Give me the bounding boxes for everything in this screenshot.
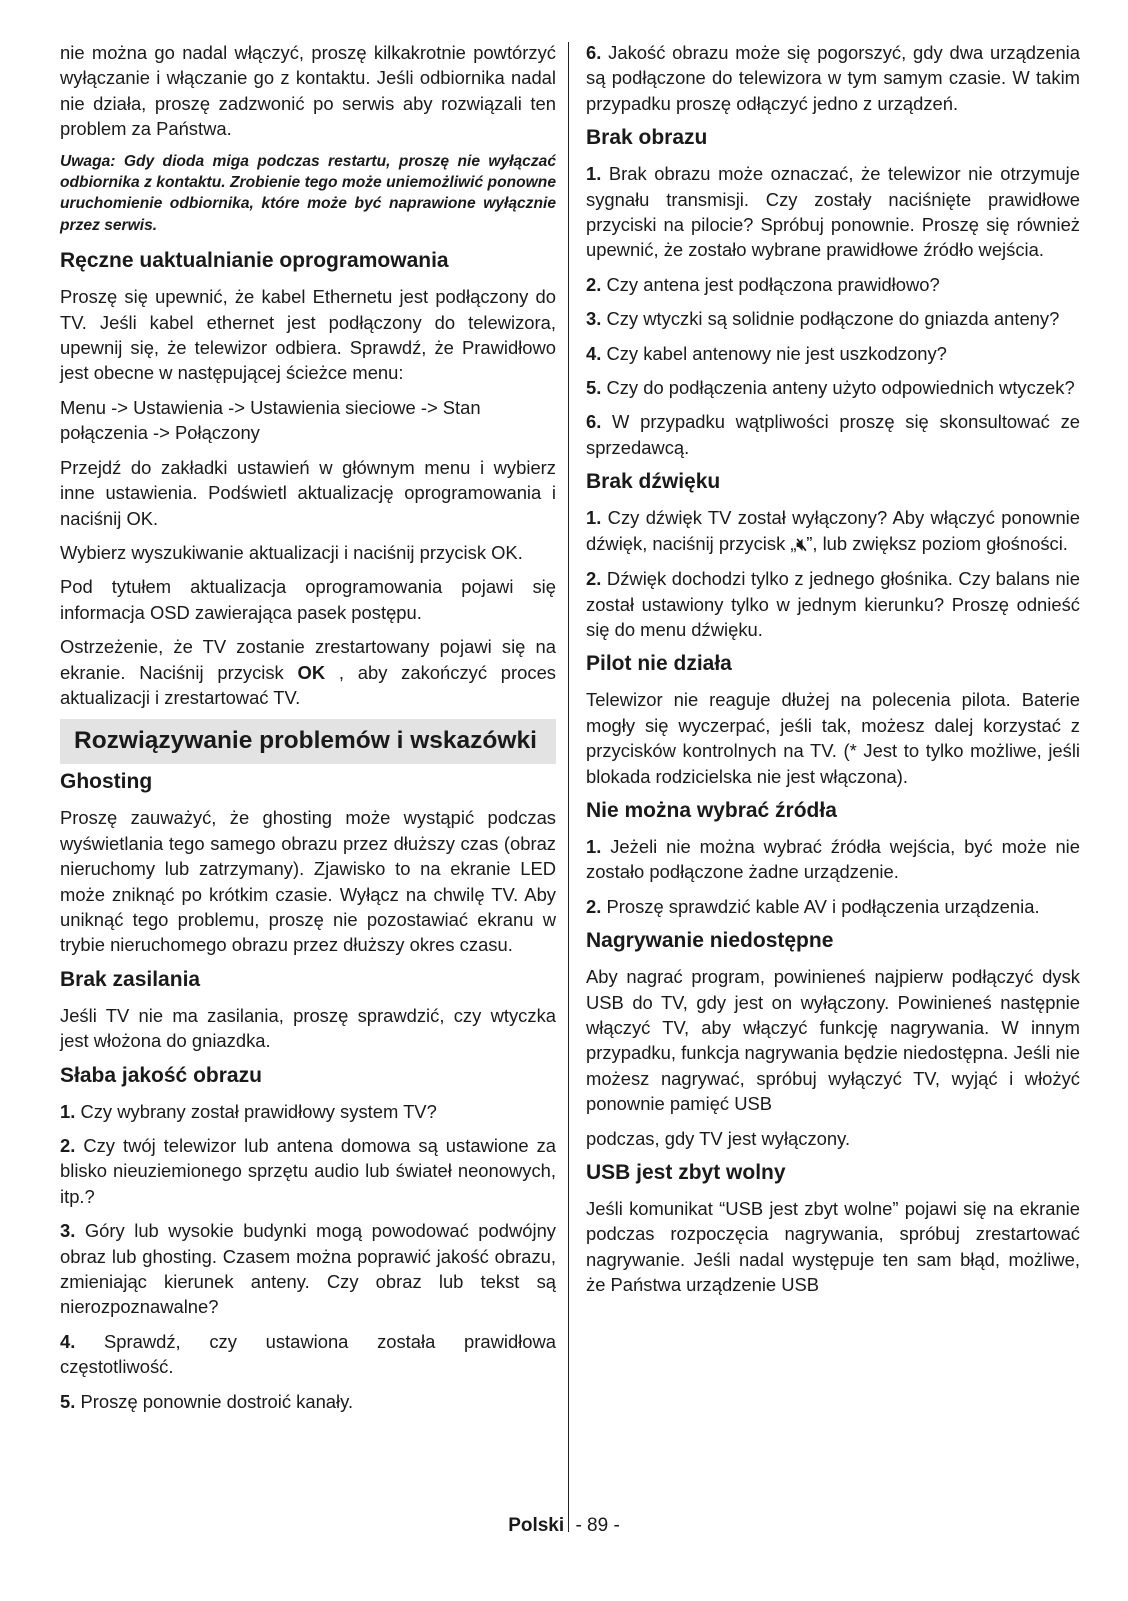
item-number: 1. bbox=[586, 835, 602, 857]
text: , aby zakończyć proces aktualizacji i zrestartować TV. bbox=[60, 661, 556, 708]
item-number: 5. bbox=[586, 377, 602, 399]
mute-icon: 🔇︎ bbox=[796, 534, 807, 554]
warning-note: Uwaga: Gdy dioda miga podczas restartu, proszę nie wyłączać odbiornika z kontaktu. Zrobienie tego może uniemożliwić ponowne uruchomienie odbiornika, które może być naprawione wyłącznie przez serwis. bbox=[60, 152, 556, 234]
item-text: Proszę ponownie dostroić kanały. bbox=[75, 1390, 354, 1412]
item-text: Jakość obrazu może się pogorszyć, gdy dwa urządzenia są podłączone do telewizora w tym samym czasie. W takim przypadku proszę odłączyć jedno z urządzeń. bbox=[586, 42, 1080, 114]
left-column bbox=[60, 40, 556, 1423]
heading-manual-update: Ręczne uaktualnianie oprogramowania bbox=[60, 249, 449, 273]
item-number: 2. bbox=[586, 895, 602, 917]
right-column bbox=[586, 40, 1080, 1307]
item-text: Czy dźwięk TV został wyłączony? Aby włączyć ponownie dźwięk, naciśnij przycisk „ bbox=[586, 507, 1080, 554]
item-number: 3. bbox=[586, 308, 602, 330]
text: Ostrzeżenie, że TV zostanie zrestartowany pojawi się na ekranie. Naciśnij przycisk bbox=[60, 636, 556, 683]
item-number: 4. bbox=[586, 342, 602, 364]
heading-ghosting: Ghosting bbox=[60, 770, 153, 794]
paragraph: Telewizor nie reaguje dłużej na polecenia pilota. Baterie mogły się wyczerpać, jeśli tak, możesz dalej korzystać z przycisków kontrolnych na TV. (* Jest to tylko możliwe, jeśli blokada rodzicielska nie jest włączona). bbox=[586, 689, 1080, 787]
item-text: W przypadku wątpliwości proszę się skonsultować ze sprzedawcą. bbox=[586, 411, 1080, 458]
item-number: 1. bbox=[586, 163, 602, 185]
column-divider bbox=[568, 42, 569, 1532]
menu-path: Menu -> Ustawienia -> Ustawienia sieciowe -> Stan połączenia -> Połączony bbox=[60, 396, 481, 444]
item-text: Czy wybrany został prawidłowy system TV? bbox=[75, 1100, 437, 1122]
list-item bbox=[586, 566, 1080, 642]
item-number: 1. bbox=[60, 1100, 76, 1122]
item-text: ”, lub zwiększ poziom głośności. bbox=[806, 532, 1068, 554]
list-item bbox=[586, 375, 1080, 400]
section-title: Rozwiązywanie problemów i wskazówki bbox=[74, 727, 537, 755]
item-text: Góry lub wysokie budynki mogą powodować podwójny obraz lub ghosting. Czasem można poprawić jakość obrazu, zmieniając kierunek anteny. Czy obraz lub tekst są nierozpoznawalne? bbox=[60, 1220, 556, 1318]
heading-no-power: Brak zasilania bbox=[60, 967, 201, 991]
list-item bbox=[60, 1329, 556, 1380]
intro-paragraph bbox=[586, 40, 1080, 116]
item-number: 5. bbox=[60, 1390, 76, 1412]
list-item bbox=[586, 409, 1080, 460]
item-number: 6. bbox=[586, 411, 602, 433]
heading-no-picture: Brak obrazu bbox=[586, 126, 708, 150]
page-footer bbox=[0, 1515, 1128, 1537]
paragraph bbox=[60, 634, 556, 710]
list-item bbox=[586, 341, 1080, 366]
item-text: Brak obrazu może oznaczać, że telewizor nie otrzymuje sygnału transmisji. Czy zostały naciśnięte prawidłowe przyciski na pilocie? Spróbuj ponownie. Proszę się również upewnić, że zostało wybrane prawidłowe źródło wejścia. bbox=[586, 163, 1080, 261]
item-number: 2. bbox=[586, 568, 602, 590]
ok-key: OK bbox=[297, 661, 326, 683]
heading-no-sound: Brak dźwięku bbox=[586, 470, 721, 494]
list-item bbox=[60, 1218, 556, 1320]
item-number: 6. bbox=[586, 42, 602, 63]
item-text: Jeżeli nie można wybrać źródła wejścia, być może nie zostało podłączone żadne urządzenie. bbox=[586, 835, 1080, 883]
paragraph: Przejdź do zakładki ustawień w głównym menu i wybierz inne ustawienia. Podświetl aktualizację oprogramowania i naciśnij OK. bbox=[60, 456, 556, 529]
heading-source: Nie można wybrać źródła bbox=[586, 798, 837, 822]
item-text: Czy twój telewizor lub antena domowa są ustawione za blisko nieuziemionego sprzętu audio lub świateł neonowych, itp.? bbox=[60, 1135, 556, 1207]
paragraph: Jeśli komunikat “USB jest zbyt wolne” pojawi się na ekranie podczas rozpoczęcia nagrywania, spróbuj zrestartować nagrywanie. Jeśli nadal występuje ten sam błąd, możliwe, że Państwa urządzenie USB bbox=[586, 1198, 1080, 1296]
list-item bbox=[60, 1389, 556, 1414]
footer-language: Polski bbox=[508, 1515, 565, 1536]
paragraph: Wybierz wyszukiwanie aktualizacji i naciśnij przycisk OK. bbox=[60, 541, 523, 563]
paragraph: podczas, gdy TV jest wyłączony. bbox=[586, 1127, 851, 1149]
section-title-box bbox=[60, 719, 556, 764]
list-item bbox=[60, 1133, 556, 1209]
item-number: 4. bbox=[60, 1330, 76, 1352]
item-text: Czy kabel antenowy nie jest uszkodzony? bbox=[601, 342, 947, 364]
item-number: 2. bbox=[60, 1135, 76, 1156]
list-item bbox=[586, 306, 1080, 331]
item-text: Sprawdź, czy ustawiona została prawidłowa częstotliwość. bbox=[60, 1330, 556, 1378]
item-text: Czy antena jest podłączona prawidłowo? bbox=[601, 273, 940, 295]
heading-remote: Pilot nie działa bbox=[586, 652, 732, 676]
list-item bbox=[60, 1099, 556, 1124]
item-text: Dźwięk dochodzi tylko z jednego głośnika. Czy balans nie został ustawiony tylko w jednym kierunku? Proszę odnieść się do menu dźwięku. bbox=[586, 568, 1080, 640]
paragraph: Pod tytułem aktualizacja oprogramowania pojawi się informacja OSD zawierająca pasek postępu. bbox=[60, 576, 556, 623]
item-text: Proszę sprawdzić kable AV i podłączenia urządzenia. bbox=[601, 895, 1040, 917]
intro-paragraph: nie można go nadal włączyć, proszę kilkakrotnie powtórzyć wyłączanie i włączanie go z kontaktu. Jeśli odbiornika nadal nie działa, proszę zadzwonić po serwis aby rozwiązali ten problem za Państwa. bbox=[60, 42, 556, 140]
page-number: - 89 - bbox=[575, 1515, 620, 1536]
item-text: Czy wtyczki są solidnie podłączone do gniazda anteny? bbox=[601, 308, 1060, 330]
list-item bbox=[586, 894, 1080, 919]
list-item bbox=[586, 834, 1080, 885]
list-item bbox=[586, 272, 1080, 297]
list-item bbox=[586, 161, 1080, 263]
heading-recording: Nagrywanie niedostępne bbox=[586, 929, 834, 953]
item-text: Czy do podłączenia anteny użyto odpowiednich wtyczek? bbox=[601, 377, 1075, 399]
paragraph: Jeśli TV nie ma zasilania, proszę sprawdzić, czy wtyczka jest włożona do gniazdka. bbox=[60, 1004, 556, 1052]
paragraph: Aby nagrać program, powinieneś najpierw podłączyć dysk USB do TV, gdy jest on wyłączony. Powinieneś następnie włączyć TV, aby włączyć funkcję nagrywania. W innym przypadku, funkcja nagrywania będzie niedostępna. Jeśli nie możesz nagrywać, spróbuj wyłączyć TV, wyjąć i włożyć ponownie pamięć USB bbox=[586, 966, 1080, 1115]
paragraph: Proszę się upewnić, że kabel Ethernetu jest podłączony do TV. Jeśli kabel ethernet jest podłączony do telewizora, upewnij się, że telewizor odbiera. Sprawdź, że Prawidłowo jest obecne w następującej ścieżce menu: bbox=[60, 286, 556, 384]
list-item bbox=[586, 505, 1080, 557]
item-number: 3. bbox=[60, 1220, 76, 1242]
heading-usb-slow: USB jest zbyt wolny bbox=[586, 1161, 786, 1184]
item-number: 2. bbox=[586, 273, 602, 295]
item-number: 1. bbox=[586, 507, 602, 529]
paragraph: Proszę zauważyć, że ghosting może wystąpić podczas wyświetlania tego samego obrazu przez dłuższy czas (obraz nieruchomy lub zatrzymany). Zjawisko to na ekranie LED może zniknąć po krótkim czasie. Wyłącz na chwilę TV. Aby uniknąć tego problemu, proszę nie pozostawiać ekranu w trybie nieruchomego obrazu przez dłuższy okres czasu. bbox=[60, 807, 556, 956]
heading-poor-picture: Słaba jakość obrazu bbox=[60, 1063, 262, 1087]
